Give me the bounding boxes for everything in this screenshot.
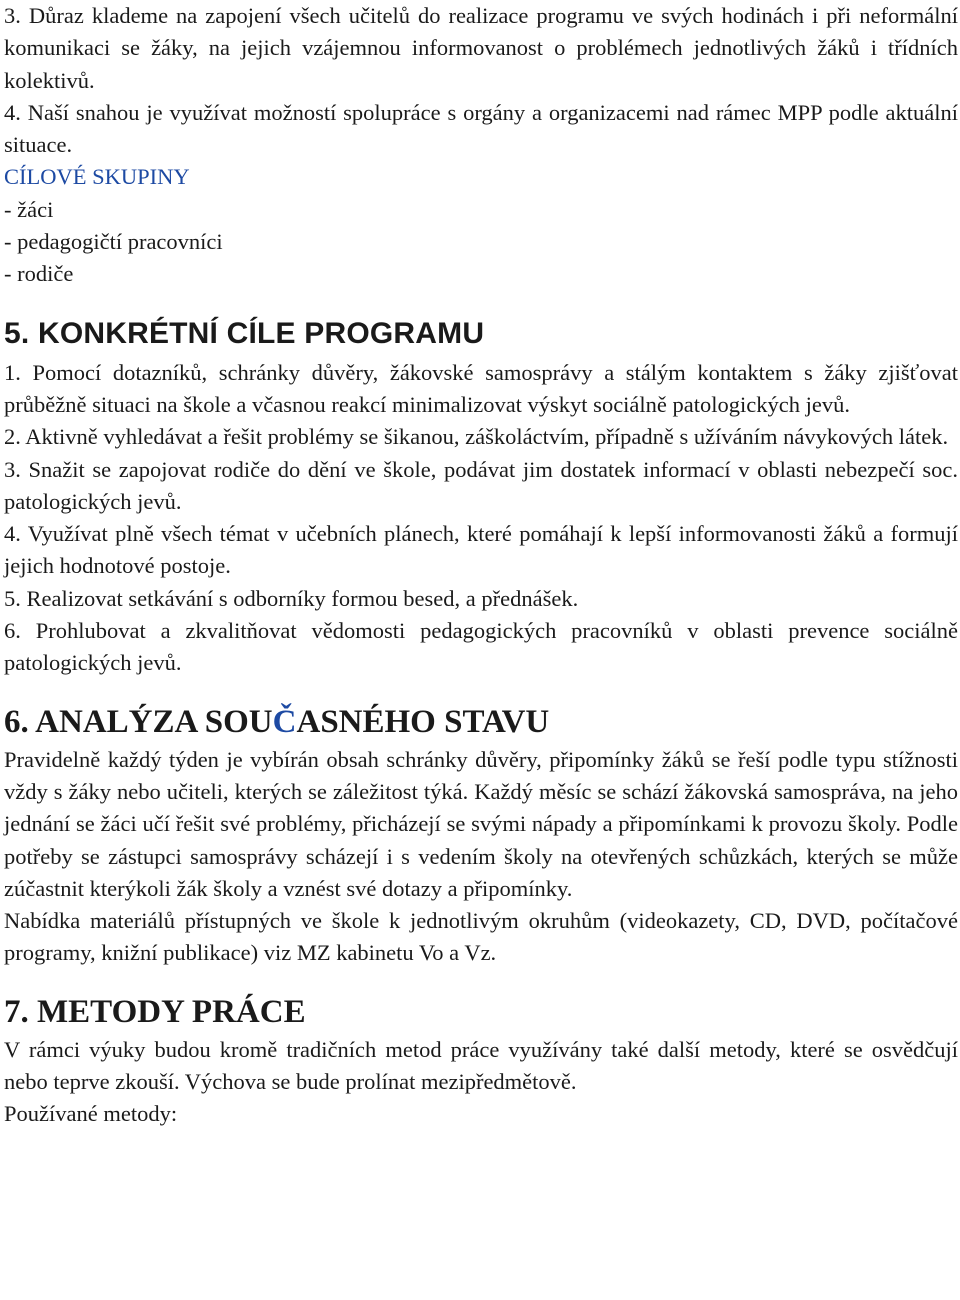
target-group-item: - žáci [4,196,54,222]
section-6-heading [4,702,958,742]
intro-item-4: 4. Naší snahou je využívat možností spolupráce s orgány a organizacemi nad rámec MPP podle aktuální situace. [4,99,958,158]
methods-label: Používané metody: [4,1101,178,1127]
analysis-paragraph-1: Pravidelně každý týden je vybírán obsah schránky důvěry, připomínky žáků se řeší podle typu stížnosti vždy s žáky nebo učiteli, kterých se záležitost týká. Každý měsíc se schází žákovská samospráva, na jeho jednání se žáci učí řešit své problémy, přicházejí se svými nápady a připomínkami k provozu školy. Podle potřeby se zástupci samosprávy scházejí i s vedením školy na otevřených schůzkách, kterých se může zúčastnit kterýkoli žák školy a vznést své dotazy a připomínky. [4,746,958,901]
document-page [4,0,958,1131]
section-6-heading-suffix: ASNÉHO STAVU [296,703,550,740]
goal-item: 2. Aktivně vyhledávat a řešit problémy se šikanou, záškoláctvím, případně s užíváním návykových látek. [4,424,949,450]
goal-item: 4. Využívat plně všech témat v učebních plánech, které pomáhají k lepší informovanosti žáků a formují jejich hodnotové postoje. [4,521,958,579]
section-6-heading-highlight: Č [272,703,297,740]
target-groups-heading: CÍLOVÉ SKUPINY [4,164,190,190]
intro-item-3: 3. Důraz klademe na zapojení všech učitelů do realizace programu ve svých hodinách i při neformální komunikaci se žáky, na jejich vzájemnou informovanost o problémech jednotlivých žáků i třídních kolektivů. [4,3,958,93]
analysis-paragraph-2: Nabídka materiálů přístupných ve škole k jednotlivým okruhům (videokazety, CD, DVD, počítačové programy, knižní publikace) viz MZ kabinetu Vo a Vz. [4,908,958,966]
target-group-item: - pedagogičtí pracovníci [4,229,223,255]
section-6-heading-prefix: 6. ANALÝZA SOU [4,703,273,740]
section-5-heading: 5. KONKRÉTNÍ CÍLE PROGRAMU [4,316,485,350]
goal-item: 5. Realizovat setkávání s odborníky formou besed, a přednášek. [4,585,579,611]
goal-item: 6. Prohlubovat a zkvalitňovat vědomosti pedagogických pracovníků v oblasti prevence sociálně patologických jevů. [4,618,958,676]
goal-item: 1. Pomocí dotazníků, schránky důvěry, žákovské samosprávy a stálým kontaktem s žáky zjišťovat průběžně situaci na škole a včasnou reakcí minimalizovat výskyt sociálně patologických jevů. [4,359,958,417]
section-7-heading: 7. METODY PRÁCE [4,993,306,1030]
methods-paragraph: V rámci výuky budou kromě tradičních metod práce využívány také další metody, které se osvědčují nebo teprve zkouší. Výchova se bude prolínat mezipředmětově. [4,1036,958,1095]
target-group-item: - rodiče [4,261,74,287]
goal-item: 3. Snažit se zapojovat rodiče do dění ve škole, podávat jim dostatek informací v oblasti nebezpečí soc. patologických jevů. [4,456,958,514]
